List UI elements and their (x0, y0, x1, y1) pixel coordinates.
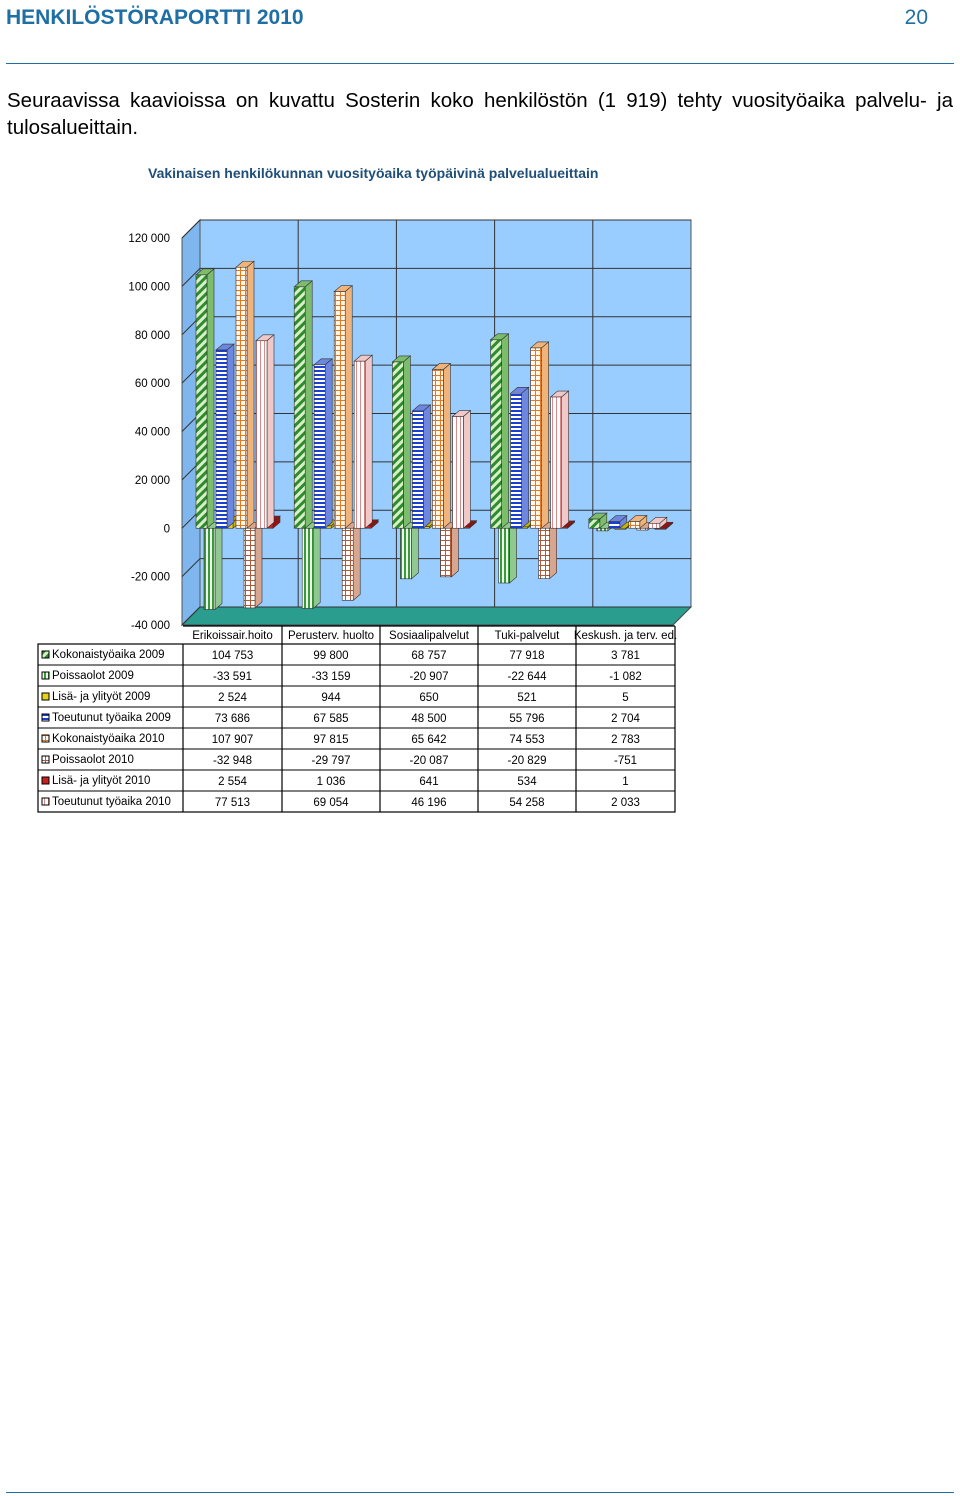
table-cell-value: 104 753 (211, 650, 254, 662)
bar (412, 411, 423, 528)
legend-key (42, 735, 49, 742)
bar (609, 522, 620, 529)
category-label: Perusterv. huolto (287, 630, 375, 642)
bar (216, 350, 227, 528)
table-cell-value: 48 500 (411, 713, 447, 725)
table-cell-value: 2 033 (611, 797, 640, 809)
page-header (6, 4, 954, 34)
bar (236, 267, 247, 528)
bar-side (325, 359, 332, 528)
category-label: Tuki-palvelut (494, 630, 560, 642)
legend-key (42, 693, 49, 700)
data-table (38, 626, 677, 812)
table-cell-value: 65 642 (411, 734, 447, 746)
bar (342, 528, 353, 600)
table-cell-value: 77 513 (214, 797, 251, 809)
y-tick-label: 80 000 (134, 329, 170, 342)
bar (440, 528, 451, 577)
table-cell-value: 97 815 (313, 734, 349, 746)
bar-side (451, 522, 458, 577)
legend-label: Kokonaistyöaika 2009 (52, 649, 165, 661)
y-tick-label: 100 000 (128, 281, 170, 294)
bar-side (247, 261, 254, 528)
bar-side (502, 334, 509, 528)
table-cell-value: 521 (517, 692, 537, 704)
bar-side (215, 522, 222, 609)
legend-key (42, 651, 49, 658)
workdays-chart (0, 150, 960, 840)
bar (629, 522, 640, 529)
bar-side (522, 387, 529, 528)
legend-label: Lisä- ja ylityöt 2010 (52, 775, 151, 787)
legend-label: Lisä- ja ylityöt 2009 (52, 691, 151, 703)
bar (392, 362, 403, 528)
table-cell-value: 2 704 (611, 713, 640, 725)
legend-label: Poissaolot 2009 (52, 670, 134, 682)
table-cell-value: 107 907 (211, 734, 254, 746)
bar (589, 519, 600, 528)
category-label: Sosiaalipalvelut (389, 630, 469, 642)
y-tick-label: 0 (163, 523, 170, 536)
table-cell-value: -32 948 (212, 755, 253, 767)
bar-side (345, 286, 352, 529)
bar-side (207, 269, 214, 528)
legend-label: Poissaolot 2010 (52, 754, 134, 766)
table-cell-value: -20 829 (507, 755, 547, 767)
table-cell-value: 650 (419, 692, 439, 704)
table-cell-value: 69 054 (313, 797, 349, 809)
bar-side (365, 355, 372, 528)
bar-side (227, 344, 234, 528)
legend-label: Toeutunut työaika 2009 (52, 712, 171, 724)
legend-key (42, 777, 49, 784)
legend-key (42, 798, 49, 805)
table-cell-value: 2 783 (611, 734, 640, 746)
table-cell-value: 641 (419, 776, 439, 788)
category-label: Erikoissair.hoito (192, 630, 273, 642)
bar (196, 275, 207, 528)
bar-side (443, 363, 450, 528)
bar (597, 528, 608, 531)
bar-side (353, 522, 360, 600)
bar (204, 528, 215, 609)
bar (244, 528, 255, 608)
bar-side (403, 356, 410, 528)
bar (334, 292, 345, 529)
page-number: 20 (904, 6, 928, 29)
table-cell-value: -751 (613, 755, 638, 767)
table-cell-value: 54 258 (509, 797, 545, 809)
legend-label: Kokonaistyöaika 2010 (52, 733, 165, 745)
bar (452, 417, 463, 529)
bar-side (255, 522, 262, 608)
bar-side (550, 522, 557, 578)
table-cell-value: 2 524 (218, 692, 247, 704)
table-cell-value: 68 757 (411, 650, 447, 662)
plot-floor (182, 607, 691, 625)
bar (294, 287, 305, 528)
bar (539, 528, 550, 578)
table-cell-value: 2 554 (218, 776, 247, 788)
bar (432, 369, 443, 528)
table-cell-value: 3 781 (611, 650, 640, 662)
bar (302, 528, 313, 608)
table-cell-value: 1 036 (316, 776, 346, 788)
table-cell-value: 73 686 (214, 713, 251, 725)
table-cell-value: 534 (517, 776, 537, 788)
table-cell-value: -33 591 (212, 671, 253, 683)
table-cell-value: -20 907 (409, 671, 449, 683)
bar (400, 528, 411, 579)
legend-key (42, 756, 49, 763)
bar-side (423, 405, 430, 528)
bar-side (562, 391, 569, 528)
table-cell-value: -1 082 (609, 671, 642, 683)
legend-key (42, 714, 49, 721)
y-tick-label: 20 000 (134, 474, 170, 487)
intro-paragraph: Seuraavissa kaavioissa on kuvattu Sosterin koko henkilöstön (1 919) tehty vuosityöaika palvelu- ja tulosalueittain. (7, 89, 953, 139)
table-cell-value: 67 585 (313, 713, 349, 725)
table-cell-value: 55 796 (509, 713, 545, 725)
bar-side (267, 335, 274, 528)
bar (499, 528, 510, 583)
table-cell-value: -20 087 (409, 755, 449, 767)
y-tick-label: -20 000 (130, 571, 170, 584)
bar (354, 361, 365, 528)
table-cell-value: 1 (622, 776, 629, 788)
chart-title: Vakinaisen henkilökunnan vuosityöaika työpäivinä palvelualueittain (148, 165, 599, 181)
bar-side (305, 281, 312, 528)
table-cell-value: 77 918 (509, 650, 545, 662)
bar (511, 393, 522, 528)
category-label: Keskush. ja terv. ed. (573, 630, 678, 642)
y-tick-label: 40 000 (134, 426, 170, 439)
report-title: HENKILÖSTÖRAPORTTI 2010 (6, 6, 304, 29)
bar (531, 348, 542, 528)
table-cell-value: 5 (622, 692, 629, 704)
table-cell-value: -33 159 (311, 671, 351, 683)
footer-rule (6, 1492, 954, 1493)
table-cell-value: 99 800 (313, 650, 349, 662)
y-tick-label: 120 000 (128, 233, 170, 245)
bar-side (411, 522, 418, 579)
bar-side (542, 342, 549, 528)
legend-label: Toeutunut työaika 2010 (52, 796, 171, 808)
bar-side (313, 522, 320, 608)
table-cell-value: 46 196 (411, 797, 447, 809)
bar (314, 365, 325, 528)
table-cell-value: -22 644 (507, 671, 547, 683)
legend-key (42, 672, 49, 679)
table-cell-value: -29 797 (311, 755, 351, 767)
bar-side (463, 411, 470, 529)
bar (256, 341, 267, 528)
table-cell-value: 944 (321, 692, 341, 704)
bar (491, 340, 502, 528)
y-tick-label: -40 000 (130, 620, 170, 632)
header-rule (6, 63, 954, 64)
bar (649, 523, 660, 528)
table-cell-value: 74 553 (509, 734, 545, 746)
bar (551, 397, 562, 528)
y-tick-label: 60 000 (134, 378, 170, 391)
bar-side (510, 522, 517, 583)
